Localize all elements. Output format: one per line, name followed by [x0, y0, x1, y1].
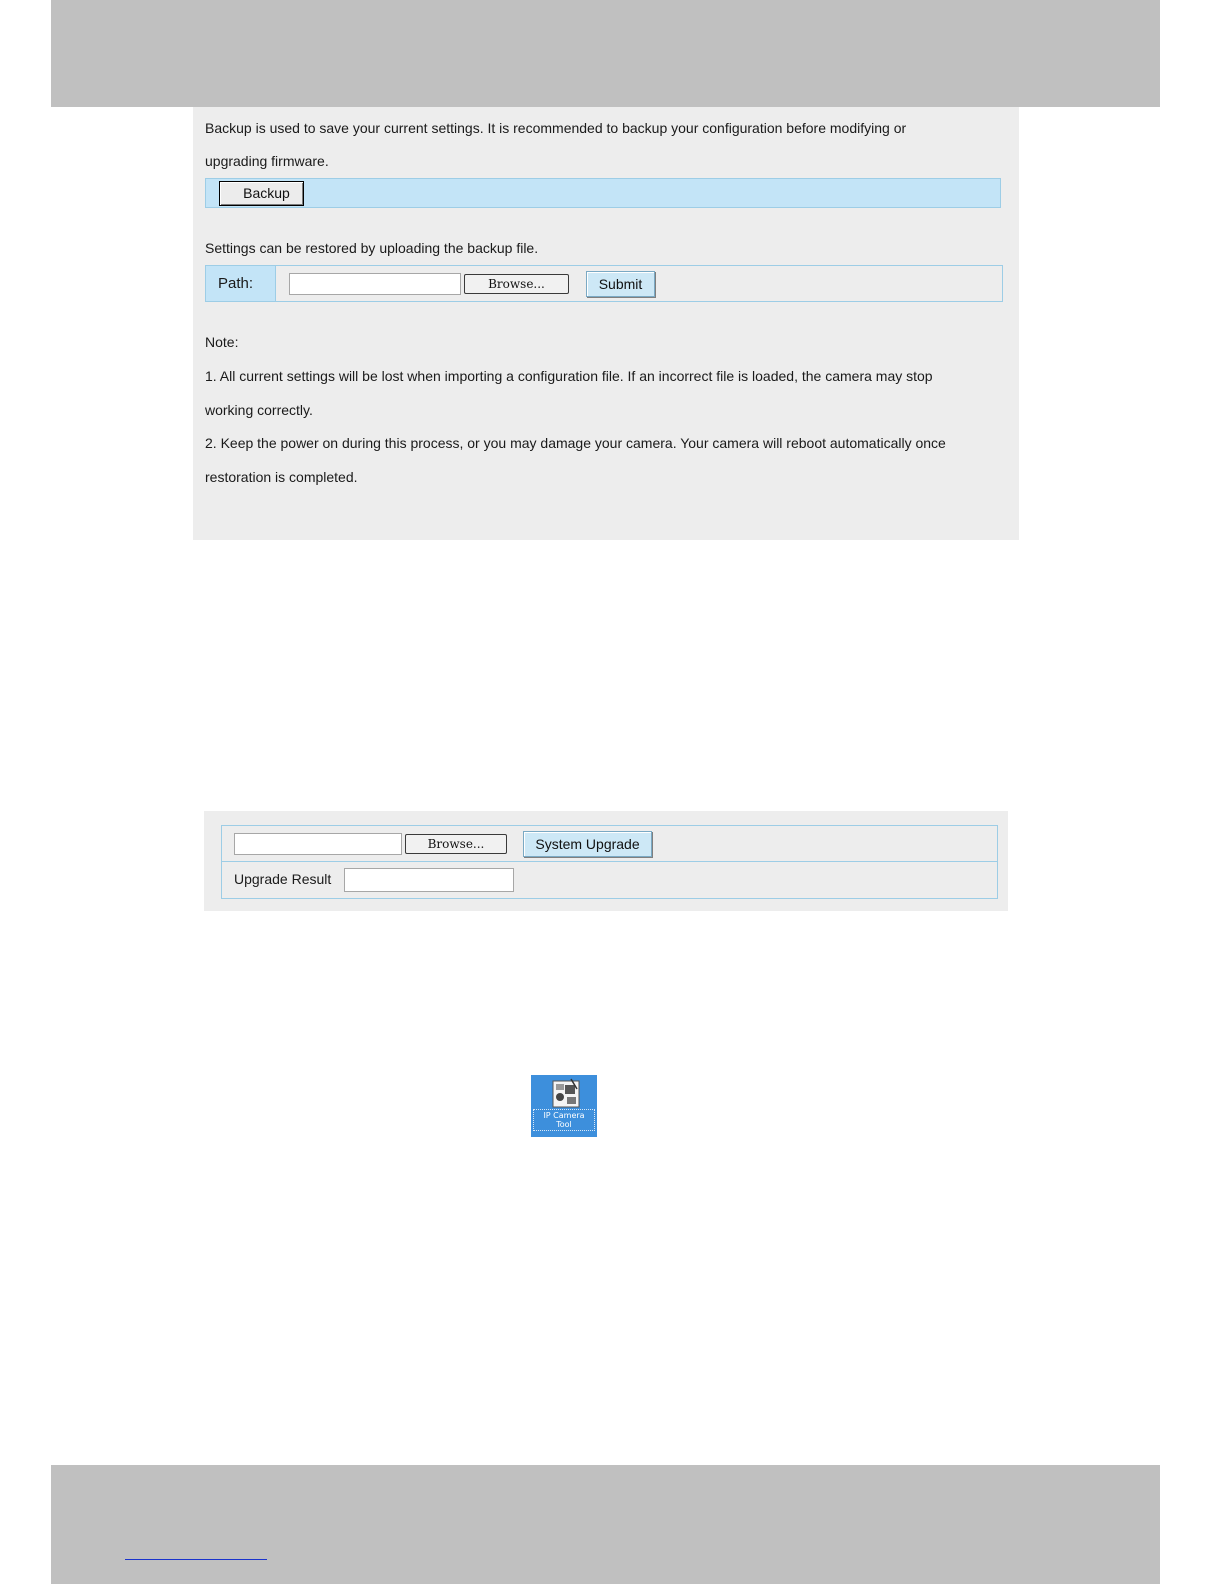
- note-2-line-2: restoration is completed.: [205, 469, 358, 485]
- ip-camera-tool-shortcut[interactable]: [531, 1075, 597, 1137]
- note-title: Note:: [205, 334, 239, 350]
- system-upgrade-button[interactable]: System Upgrade: [523, 831, 652, 857]
- restore-path-input[interactable]: [289, 273, 461, 295]
- footer-link[interactable]: [125, 1545, 267, 1560]
- upgrade-result-field: [344, 868, 514, 892]
- backup-button-bar: [205, 178, 1001, 208]
- backup-restore-panel: [193, 107, 1019, 540]
- backup-intro-line-2: upgrading firmware.: [205, 153, 329, 169]
- page-header-band: [51, 0, 1160, 107]
- note-1-line-1: 1. All current settings will be lost when importing a configuration file. If an incorrect file is loaded, the camera may stop: [205, 368, 933, 384]
- path-label: Path:: [206, 266, 276, 301]
- ip-camera-tool-label: IP Camera Tool: [533, 1109, 595, 1131]
- page-footer-band: [51, 1465, 1160, 1584]
- restore-path-row: [205, 265, 1003, 302]
- note-1-line-2: working correctly.: [205, 402, 313, 418]
- upgrade-file-input[interactable]: [234, 833, 402, 855]
- backup-button[interactable]: Backup: [219, 181, 304, 206]
- ip-camera-tool-icon: [531, 1075, 597, 1109]
- backup-intro-line-1: Backup is used to save your current settings. It is recommended to backup your configuration before modifying or: [205, 120, 907, 136]
- note-2-line-1: 2. Keep the power on during this process, or you may damage your camera. Your camera will reboot automatically once: [205, 435, 946, 451]
- upgrade-browse-button[interactable]: Browse...: [405, 834, 507, 854]
- restore-description: Settings can be restored by uploading the backup file.: [205, 240, 539, 256]
- upgrade-row-divider: [222, 861, 997, 862]
- restore-submit-button[interactable]: Submit: [586, 271, 655, 297]
- system-upgrade-panel: [204, 811, 1008, 911]
- restore-browse-button[interactable]: Browse...: [464, 274, 569, 294]
- upgrade-table: [221, 825, 998, 899]
- upgrade-result-label: Upgrade Result: [234, 871, 332, 887]
